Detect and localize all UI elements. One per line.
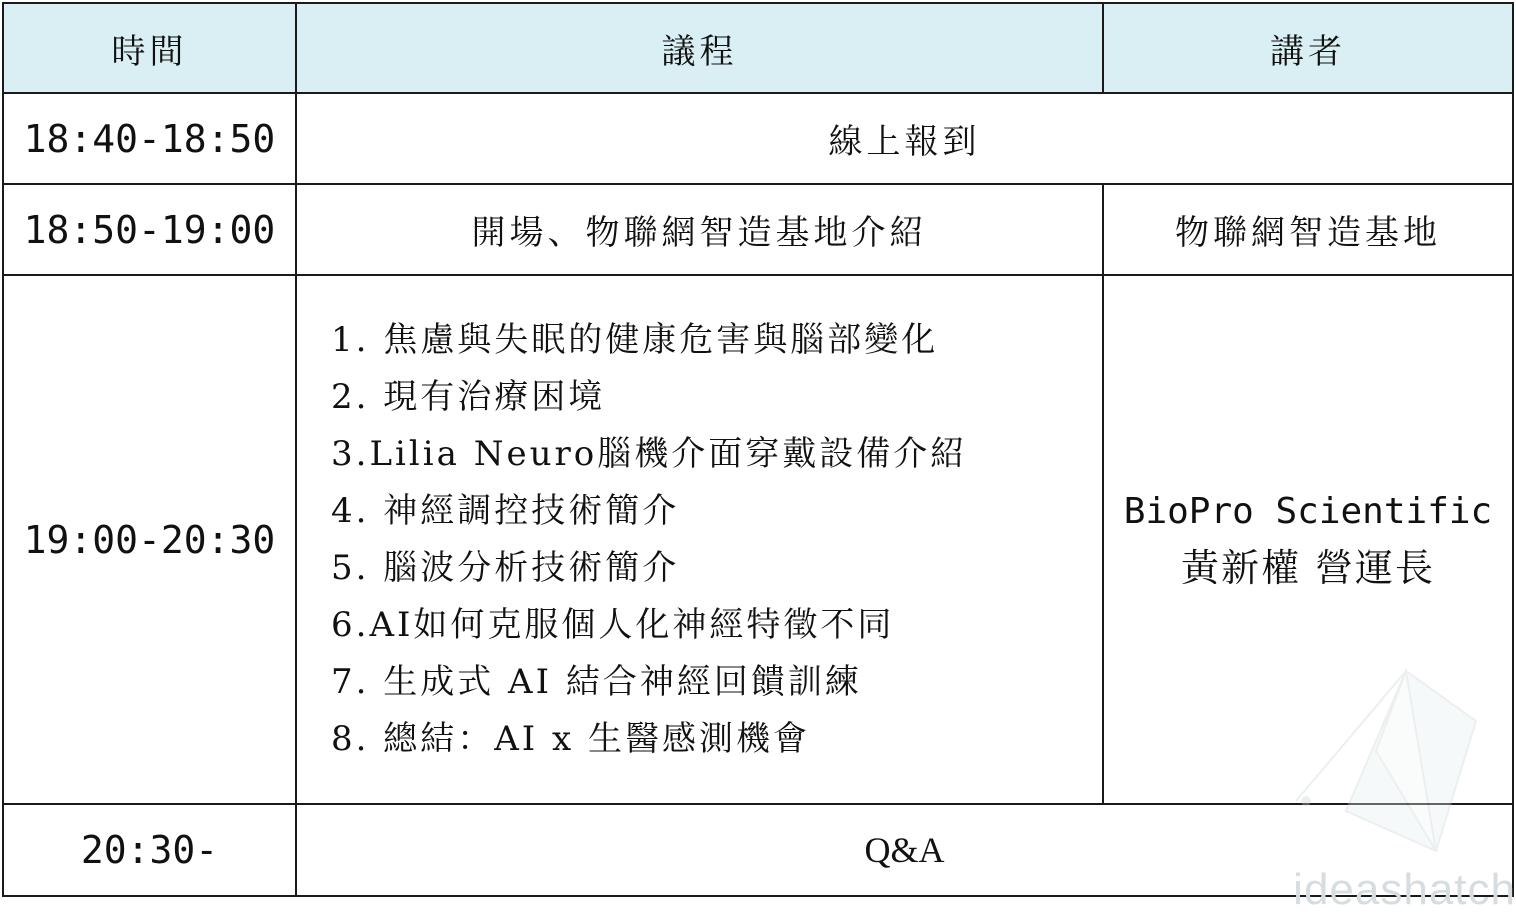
header-speaker: 講者: [1103, 3, 1513, 93]
watermark-text: ideashatch: [1293, 865, 1516, 914]
speaker-block: [1104, 484, 1512, 596]
table-row: [3, 93, 1513, 184]
topic-cell: 線上報到: [296, 93, 1513, 184]
list-item: 1. 焦慮與失眠的健康危害與腦部變化: [331, 319, 939, 360]
topic-list: [297, 312, 1102, 768]
speaker-cell: 物聯網智造基地: [1103, 184, 1513, 275]
table-row: [3, 804, 1513, 896]
speaker-person: 黃新權 營運長: [1180, 545, 1436, 590]
agenda-frame: [2, 2, 1512, 897]
time-cell: 18:50-19:00: [3, 184, 296, 275]
topic-cell: Q&A: [296, 804, 1513, 896]
time-cell: 20:30-: [3, 804, 296, 896]
header-row: [3, 3, 1513, 93]
list-item: 4. 神經調控技術簡介: [331, 490, 680, 531]
speaker-org: BioPro Scientific: [1123, 490, 1493, 532]
speaker-cell: [1103, 275, 1513, 804]
header-topic: 議程: [296, 3, 1103, 93]
agenda-table: [2, 2, 1514, 897]
time-cell: 19:00-20:30: [3, 275, 296, 804]
topic-cell: 開場、物聯網智造基地介紹: [296, 184, 1103, 275]
topic-cell: [296, 275, 1103, 804]
list-item: 2. 現有治療困境: [331, 376, 606, 417]
list-item: 8. 總結：AI x 生醫感測機會: [331, 718, 811, 759]
list-item: 3.Lilia Neuro腦機介面穿戴設備介紹: [331, 433, 968, 474]
header-time: 時間: [3, 3, 296, 93]
table-row: [3, 184, 1513, 275]
list-item: 5. 腦波分析技術簡介: [331, 547, 680, 588]
list-item: 6.AI如何克服個人化神經特徵不同: [331, 604, 895, 645]
table-row: [3, 275, 1513, 804]
time-cell: 18:40-18:50: [3, 93, 296, 184]
list-item: 7. 生成式 AI 結合神經回饋訓練: [331, 661, 862, 702]
